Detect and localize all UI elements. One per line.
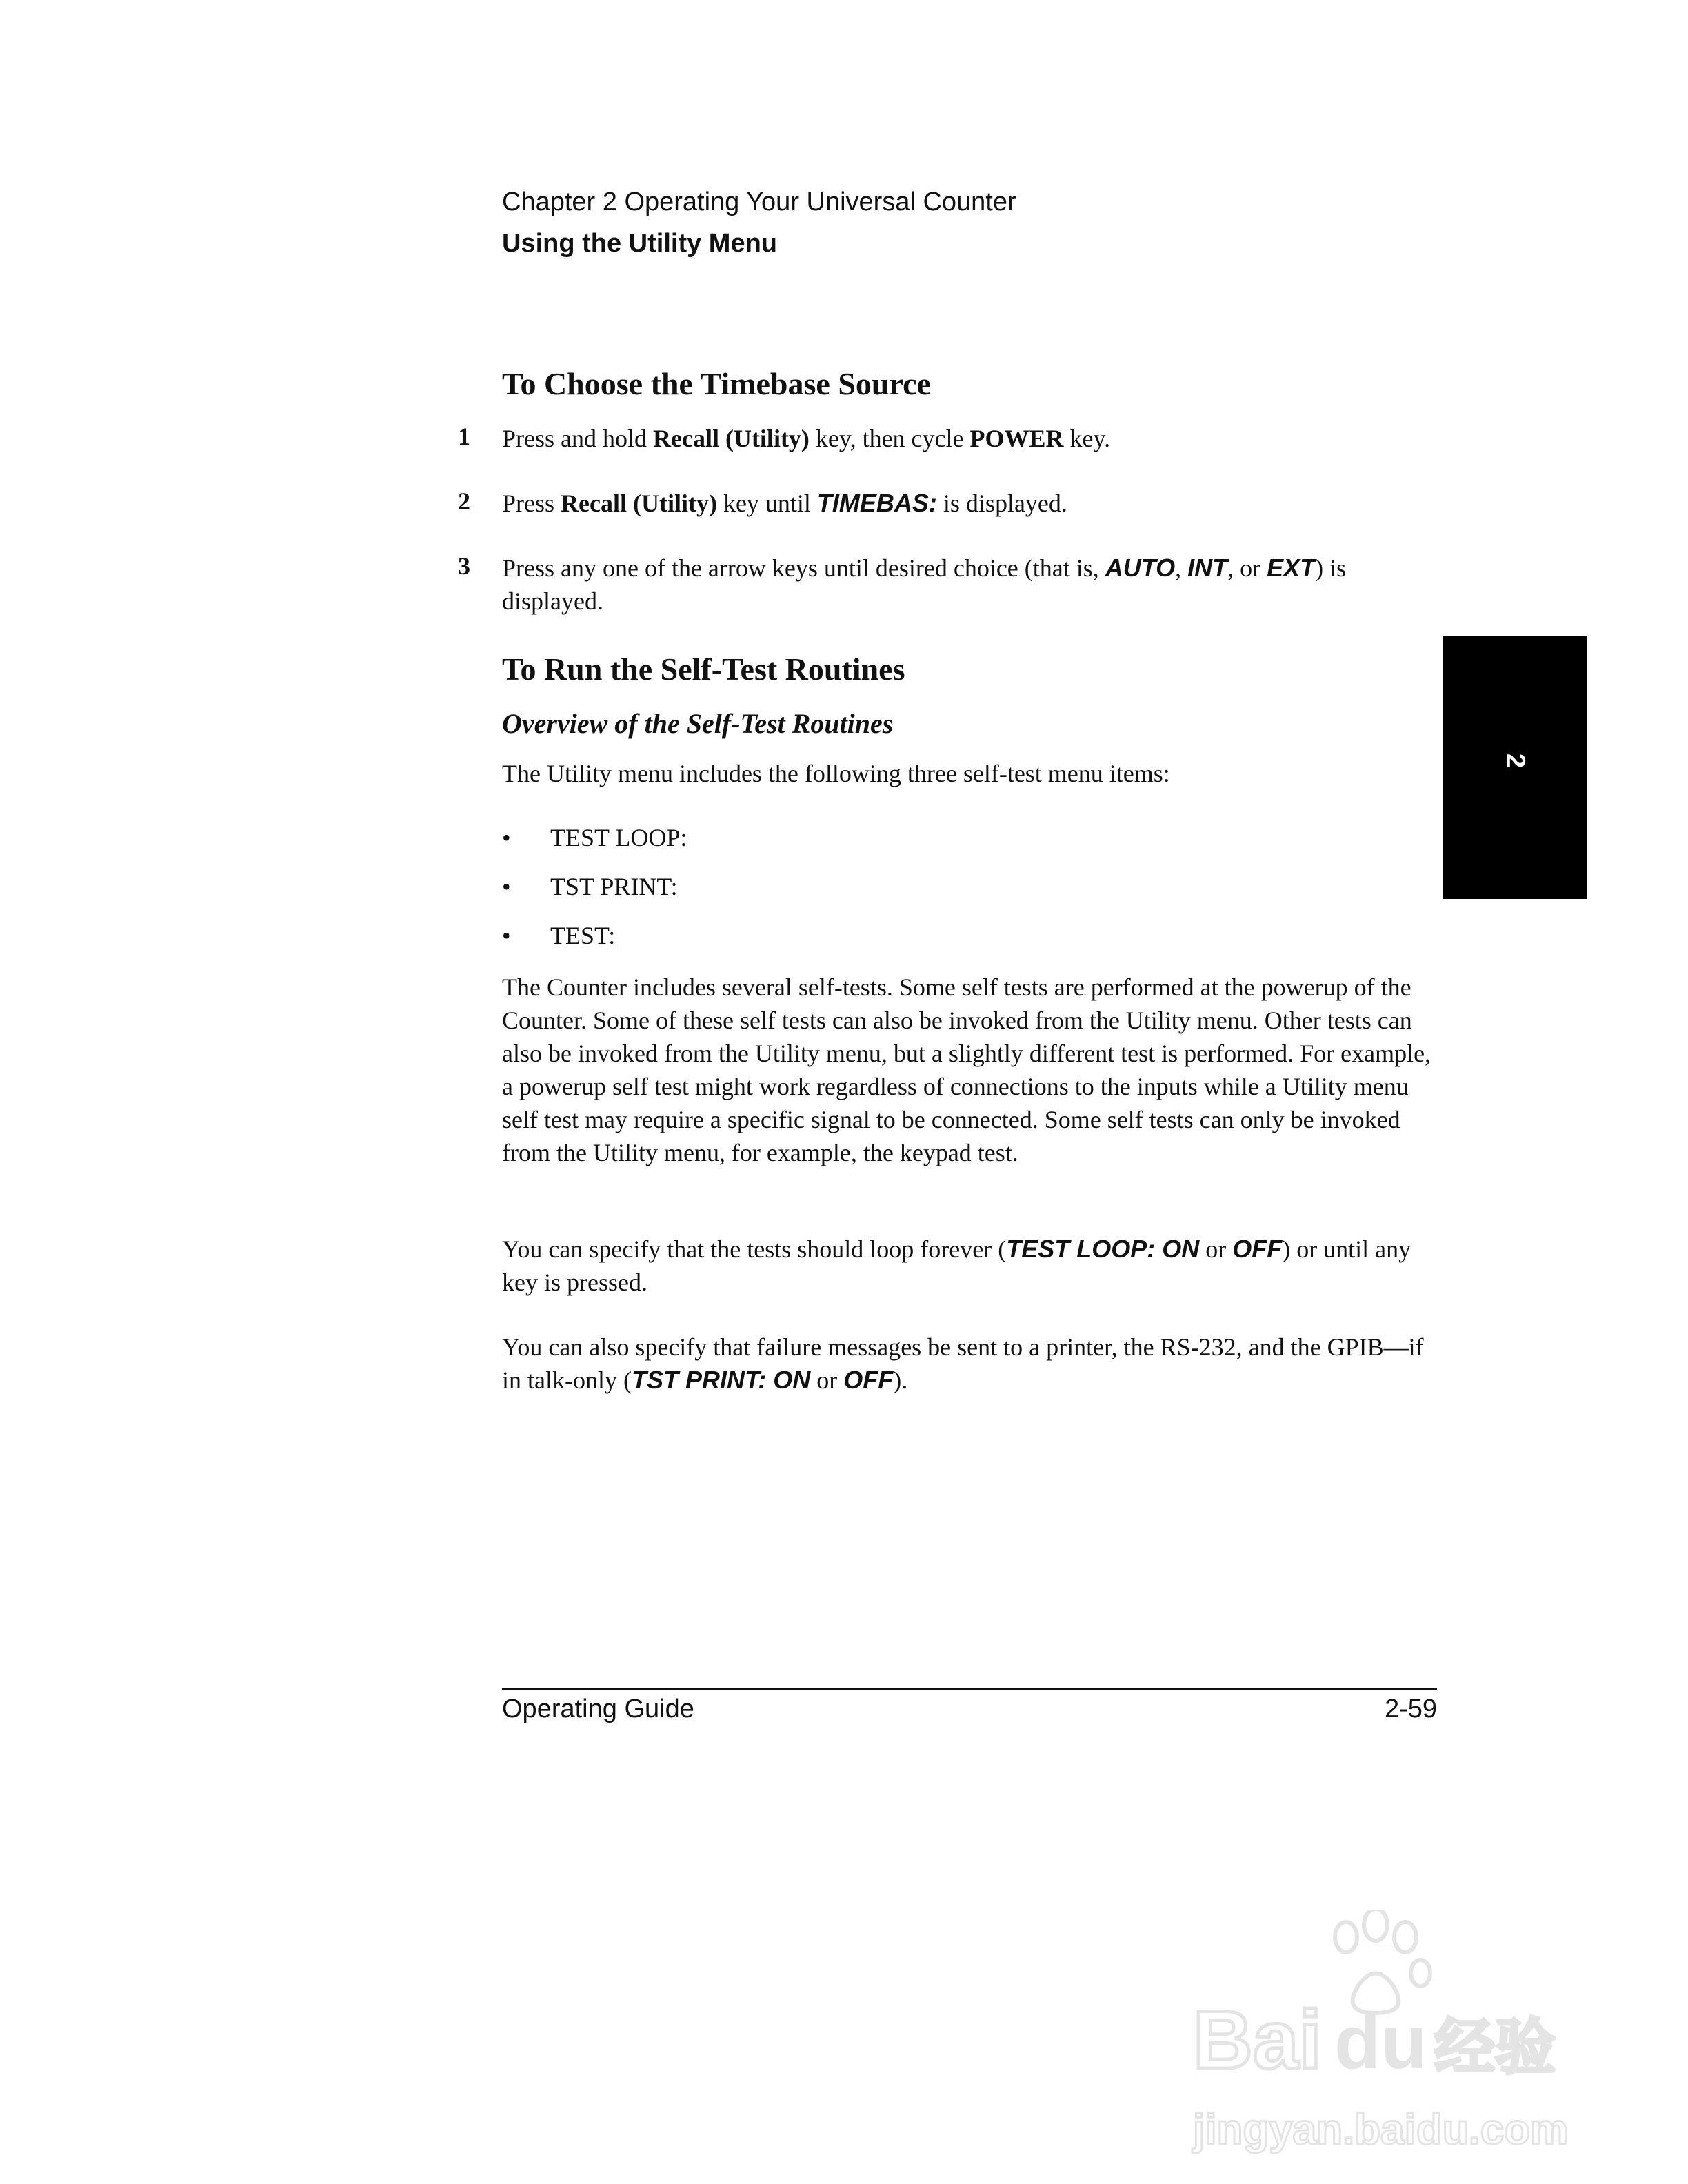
- display-text: TIMEBAS:: [816, 489, 937, 517]
- timebase-heading: To Choose the Timebase Source: [502, 366, 931, 401]
- key-name: Recall (Utility): [561, 489, 717, 517]
- selftest-heading: To Run the Self-Test Routines: [502, 651, 905, 687]
- key-name: Recall (Utility): [653, 425, 810, 452]
- overview-subheading: Overview of the Self-Test Routines: [502, 708, 894, 739]
- step-number: 1: [458, 423, 470, 450]
- test-loop-paragraph: You can specify that the tests should loop forever (TEST LOOP: ON or OFF) or until any key is pressed.: [502, 1235, 1411, 1296]
- svg-text:经验: 经验: [1434, 2012, 1556, 2083]
- tst-print-paragraph: You can also specify that failure messages be sent to a printer, the RS-232, and the GPIB—if in talk-only (TST PRINT: ON or OFF).: [502, 1333, 1424, 1394]
- svg-text:jingyan.baidu.com: jingyan.baidu.com: [1193, 2106, 1569, 2154]
- step-text: Press and hold Recall (Utility) key, then cycle POWER key.: [502, 425, 1111, 452]
- list-item: TST PRINT:: [550, 873, 678, 900]
- chapter-tab: [1443, 636, 1587, 899]
- display-text: EXT: [1267, 554, 1316, 582]
- bullet-icon: •: [502, 922, 511, 949]
- bullet-icon: •: [502, 824, 511, 851]
- baidu-watermark-icon: [1186, 1910, 1572, 2172]
- key-name: POWER: [969, 425, 1064, 452]
- display-text: TEST LOOP: ON: [1006, 1235, 1200, 1263]
- intro-paragraph: The Utility menu includes the following three self-test menu items:: [502, 760, 1170, 787]
- page-number: 2-59: [1384, 1695, 1437, 1723]
- svg-text:du: du: [1334, 2000, 1427, 2085]
- step-text: Press any one of the arrow keys until desired choice (that is, AUTO, INT, or EXT) is displayed.: [502, 554, 1347, 615]
- chapter-header: Chapter 2 Operating Your Universal Counter: [502, 188, 1016, 216]
- selftest-description: The Counter includes several self-tests. Some self tests are performed at the powerup of the Counter. Some of these self tests can also be invoked from the Utility menu. Other tests can also be invoked from the Utility menu, but a slightly different test is performed. For example, a powerup self test might work regardless of connections to the inputs while a Utility menu self test may require a specific signal to be connected. Some self tests can only be invoked from the Utility menu, for example, the keypad test.: [502, 973, 1431, 1166]
- step-number: 2: [458, 487, 470, 515]
- footer-title: Operating Guide: [502, 1695, 694, 1723]
- step-number: 3: [458, 552, 470, 580]
- display-text: AUTO: [1105, 554, 1176, 582]
- display-text: OFF: [1232, 1235, 1283, 1263]
- list-item: TEST:: [550, 922, 616, 949]
- step-text: Press Recall (Utility) key until TIMEBAS: is displayed.: [502, 489, 1067, 517]
- section-header: Using the Utility Menu: [502, 229, 777, 258]
- footer-divider: [502, 1688, 1437, 1690]
- bullet-icon: •: [502, 873, 511, 900]
- list-item: TEST LOOP:: [550, 824, 687, 851]
- svg-text:Bai: Bai: [1193, 1994, 1322, 2086]
- display-text: TST PRINT: ON: [631, 1366, 811, 1394]
- chapter-tab-number: 2: [1500, 753, 1530, 769]
- display-text: OFF: [843, 1366, 894, 1394]
- display-text: INT: [1187, 554, 1228, 582]
